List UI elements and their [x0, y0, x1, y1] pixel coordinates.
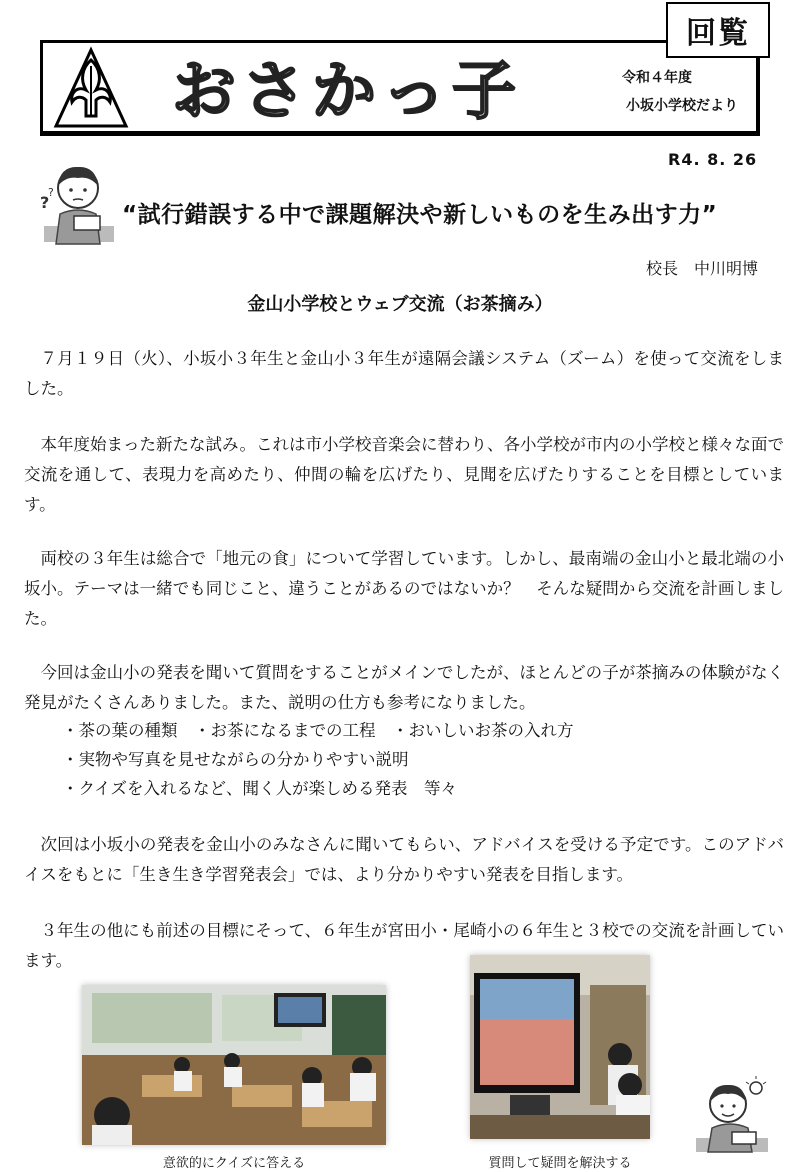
principal-name: 校長 中川明博 [646, 259, 759, 278]
article-heading: 金山小学校とウェブ交流（お茶摘み） [247, 294, 553, 315]
school-emblem-icon [52, 46, 130, 130]
paragraph-6: ３年生の他にも前述の目標にそって、６年生が宮田小・尾崎小の６年生と３校での交流を計画しています。 [24, 921, 784, 970]
newsletter-title: おさかっ子 [172, 55, 522, 129]
circulation-stamp: 回覧 [666, 2, 770, 58]
paragraph-2: 本年度始まった新たな試み。これは市小学校音楽会に替わり、各小学校が市内の小学校と様々な面で交流を通して、表現力を高めたり、仲間の輪を広げたり、見聞を広げたりすることを目標としています。 [24, 435, 784, 514]
paragraph-1: ７月１９日（火）、小坂小３年生と金山小３年生が遠隔会議システム（ズーム）を使って交流をしました。 [24, 349, 784, 398]
list-item: ・実物や写真を見せながらの分かりやすい説明 [62, 750, 409, 769]
fiscal-year: 令和４年度 [622, 70, 692, 86]
thinking-child-icon [38, 156, 118, 246]
paragraph-5: 次回は小坂小の発表を金山小のみなさんに聞いてもらい、アドバイスを受ける予定です。このアドバイスをもとに「生き生き学習発表会」では、より分かりやすい発表を目指します。 [24, 835, 784, 884]
paragraph-4: 今回は金山小の発表を聞いて質問をすることがメインでしたが、ほとんどの子が茶摘みの体験がなく発見がたくさんありました。また、説明の仕方も参考になりました。 [24, 663, 784, 712]
right-photo-caption: 質問して疑問を解決する [488, 1156, 632, 1171]
svg-text:?: ? [48, 186, 54, 199]
left-photo-caption: 意欲的にクイズに答える [162, 1156, 306, 1171]
svg-text:?: ? [40, 193, 50, 212]
idea-child-icon [692, 1074, 772, 1154]
paragraph-3: 両校の３年生は総合で「地元の食」について学習しています。しかし、最南端の金山小と最北端の小坂小。テーマは一緒でも同じこと、違うことがあるのではないか？ そんな疑問から交流を計画しました。 [24, 549, 784, 628]
issue-date: R4. 8. 26 [668, 150, 758, 169]
video-call-photo [470, 955, 650, 1139]
school-newsletter-label: 小坂小学校だより [626, 98, 738, 114]
list-item: ・茶の葉の種類 ・お茶になるまでの工程 ・おいしいお茶の入れ方 [62, 721, 574, 740]
classroom-quiz-photo [82, 985, 386, 1145]
education-motto: “試行錯誤する中で課題解決や新しいものを生み出す力” [122, 202, 718, 228]
list-item: ・クイズを入れるなど、聞く人が楽しめる発表 等々 [62, 779, 458, 798]
